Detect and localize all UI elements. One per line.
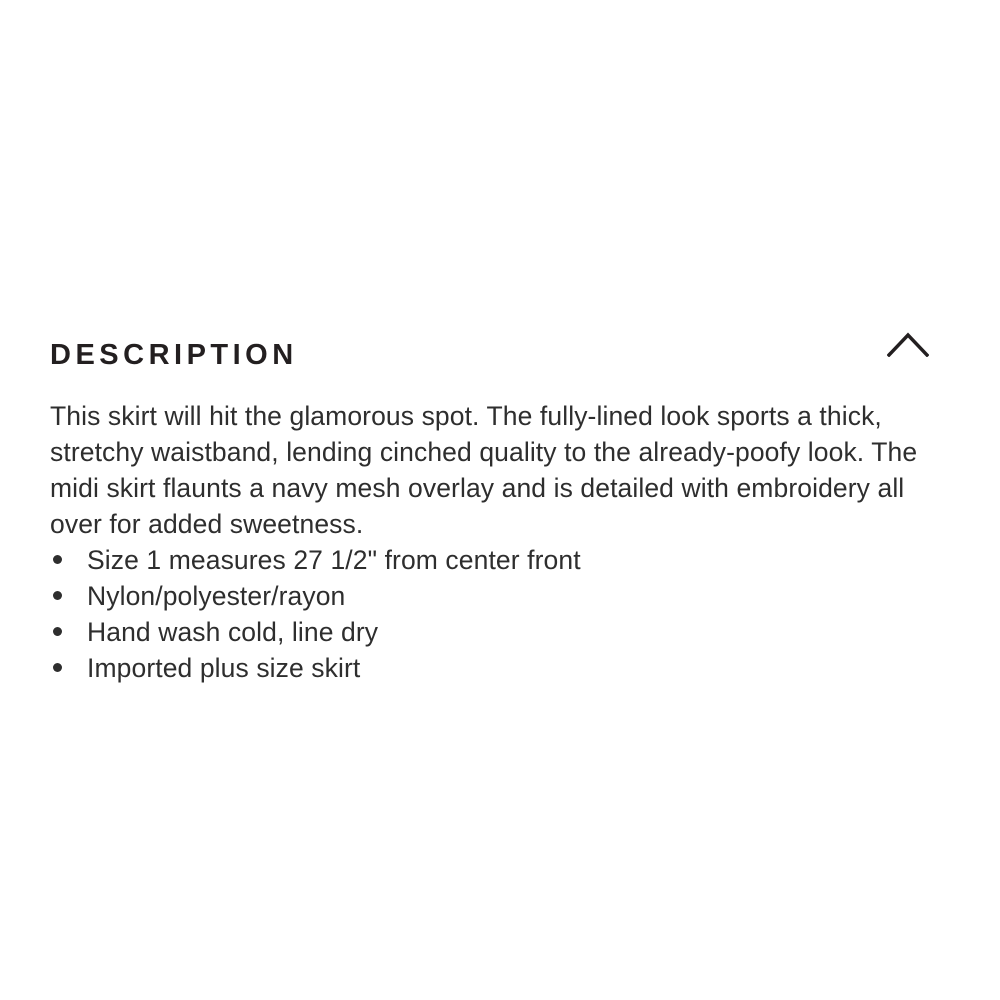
description-bullet-list [50, 542, 940, 686]
bullet-icon [53, 555, 62, 564]
description-section [50, 318, 950, 686]
list-item-label: Imported plus size skirt [87, 653, 361, 684]
list-item [50, 578, 940, 614]
list-item-label: Nylon/polyester/rayon [87, 581, 346, 612]
collapse-section-button[interactable] [882, 324, 934, 366]
description-body [50, 398, 940, 686]
page-title: DESCRIPTION [50, 339, 298, 371]
bullet-icon [53, 591, 62, 600]
list-item-label: Hand wash cold, line dry [87, 617, 379, 648]
bullet-icon [53, 663, 62, 672]
description-paragraph: This skirt will hit the glamorous spot. The fully-lined look sports a thick, stretchy waistband, lending cinched quality to the already-poofy look. The midi skirt flaunts a navy mesh overlay and is detailed with embroidery all over for added sweetness. [50, 400, 918, 539]
list-item-label: Size 1 measures 27 1/2" from center front [87, 545, 581, 576]
list-item [50, 542, 940, 578]
list-item [50, 614, 940, 650]
chevron-up-icon [887, 331, 929, 360]
bullet-icon [53, 627, 62, 636]
list-item [50, 650, 940, 686]
description-section-header[interactable] [50, 318, 950, 372]
